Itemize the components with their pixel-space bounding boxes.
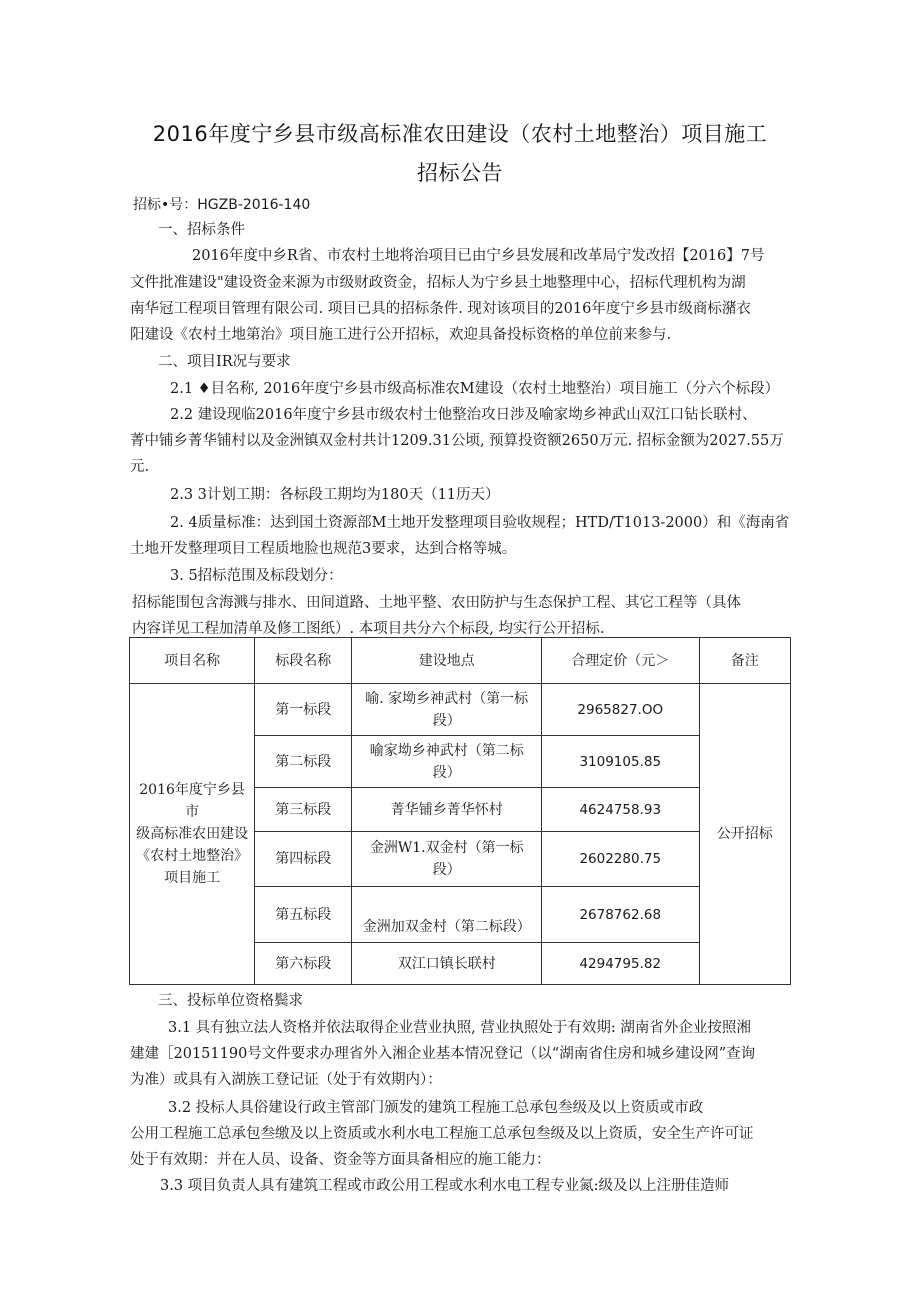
location-line: 喻家坳乡神武村（第二标 bbox=[369, 742, 524, 759]
section-name-cell: 第六标段 bbox=[255, 943, 352, 985]
location-line: 段） bbox=[432, 712, 461, 729]
project-name-line: 项目施工 bbox=[164, 870, 221, 886]
paragraph-line: 阳建设《农村土地第治》项目施工进行公开招标，欢迎具备投标资格的单位前来参与. bbox=[130, 327, 672, 343]
paragraph-line: 2. 4质量标准：达到国土资源部M土地开发整理项目验收规程；HTD/T1013-2000）和《海南省 bbox=[170, 515, 790, 531]
price-cell: 2602280.75 bbox=[541, 832, 699, 887]
bid-sections-table bbox=[129, 637, 791, 985]
location-line: 段） bbox=[432, 862, 461, 878]
section-name-cell: 第二标段 bbox=[255, 736, 352, 788]
paragraph-line: 内容详见工程加清单及修工图纸）. 本项目共分六个标段, 均实行公开招标. bbox=[132, 621, 605, 637]
location-cell bbox=[352, 684, 542, 736]
location-cell bbox=[352, 887, 542, 943]
paragraph-line: 土地开发整理项目工程质地脸也规范3要求，达到合格等城。 bbox=[130, 541, 517, 557]
section-heading-conditions: 一、招标条件 bbox=[158, 222, 245, 238]
price-cell: 3109105.85 bbox=[541, 736, 699, 788]
location-line: 金洲加双金村（第二标段） bbox=[362, 919, 531, 935]
table-header: 标段名称 bbox=[255, 638, 352, 684]
location-cell: 菁华铺乡菁华怀村 bbox=[352, 788, 542, 832]
paragraph-line: 公用工程施工总承包叁缴及以上资质或水利水电工程施工总承包叁级及以上资质，安全生产许可证 bbox=[130, 1126, 754, 1142]
paragraph-line: 3.2 投标人具俗建设行政主管部门颁发的建筑工程施工总承包叁级及以上资质或市政 bbox=[168, 1100, 704, 1116]
remark-cell: 公开招标 bbox=[699, 684, 790, 985]
section-name-cell: 第三标段 bbox=[255, 788, 352, 832]
section-name-cell: 第四标段 bbox=[255, 832, 352, 887]
price-cell: 4624758.93 bbox=[541, 788, 699, 832]
location-line: 金洲W1.双金村（第一标 bbox=[369, 840, 524, 856]
paragraph-line: 2016年度中乡R省、市农村土地将治项目已由宁乡县发展和改革局宁发改招【2016】7号 bbox=[192, 248, 765, 264]
section-heading-qualifications: 三、投标单位资格鬓求 bbox=[158, 993, 303, 1009]
table-header: 备注 bbox=[699, 638, 790, 684]
paragraph-line: 3.1 具有独立法人资格并依法取得企业营业执照, 营业执照处于有效期: 湖南省外企业按照湘 bbox=[168, 1020, 751, 1036]
project-name-line: 2016年度宁乡县市 bbox=[139, 782, 245, 820]
price-cell: 4294795.82 bbox=[541, 943, 699, 985]
price-cell: 2965827.OO bbox=[541, 684, 699, 736]
location-cell bbox=[352, 832, 542, 887]
paragraph-line: 为准）或具有入湖族工登记证（处于有效期内）： bbox=[130, 1072, 442, 1088]
section-name-cell: 第五标段 bbox=[255, 887, 352, 943]
tender-code: 招标•号：HGZB-2016-140 bbox=[133, 197, 311, 213]
paragraph-line: 建建［20151190号文件要求办理省外入湘企业基本情况登记（以“湖南省住房和城乡建设网”查询 bbox=[130, 1046, 756, 1062]
paragraph-line: 3.3 项目负责人具有建筑工程或市政公用工程或水利水电工程专业氮:级及以上注册佳造师 bbox=[160, 1178, 730, 1194]
paragraph-line: 招标能围包含海溅与排水、田间道路、土地平整、农田防护与生态保护工程、其它工程等（具体 bbox=[132, 595, 741, 611]
location-cell: 双江口镇长联村 bbox=[352, 943, 542, 985]
table-row bbox=[130, 684, 791, 736]
location-cell bbox=[352, 736, 542, 788]
location-line: 段） bbox=[432, 764, 461, 781]
project-name-cell bbox=[130, 684, 255, 985]
project-name-line: 《农村土地整治》 bbox=[136, 848, 249, 864]
paragraph-line: 南华冠工程项目管理有限公司. 项目已具的招标条件. 现対该项目的2016年度宁乡县市级商标潴衣 bbox=[130, 301, 751, 317]
section-name-cell: 第一标段 bbox=[255, 684, 352, 736]
table-header-row bbox=[130, 638, 791, 684]
paragraph-line: 2.2 建设现临2016年度宁乡县市级农村士他整治攻日涉及喻家坳乡神武山双江口钻长联村、 bbox=[170, 407, 757, 423]
table-header: 建设地点 bbox=[352, 638, 542, 684]
paragraph-line: 元. bbox=[130, 459, 150, 475]
section-heading-overview: 二、项目IR况与要求 bbox=[158, 354, 291, 370]
paragraph-line: 文件批准建设"建设资金来源为市级财政资金，招标人为宁乡县土地整理中心，招标代理机构为湖 bbox=[130, 275, 746, 291]
document-subtitle: 招标公告 bbox=[417, 161, 503, 185]
document-title: 2016年度宁乡县市级高标准农田建设（农村土地整治）项目施工 bbox=[152, 122, 768, 146]
paragraph-line: 菁中铺乡菁华铺村以及金洲镇双金村共计1209.31公顷, 预算投资额2650万元. 招标金额为2027.55万 bbox=[130, 433, 784, 449]
project-name-line: 级高标准农田建设 bbox=[136, 826, 249, 842]
paragraph-line: 2.1 ♦目名称, 2016年度宁乡县市级高标准农M建设（农村土地整治）项目施工（分六个标段） bbox=[170, 381, 780, 397]
table-header: 合理定价（元＞ bbox=[541, 638, 699, 684]
location-line: 喻. 家坳乡神武村（第一标 bbox=[365, 690, 529, 707]
table-header: 项目名称 bbox=[130, 638, 255, 684]
paragraph-line: 处于有效期：并在人员、设备、资金等方面具备相应的施工能力： bbox=[130, 1152, 551, 1168]
paragraph-line: 3. 5招标范围及标段划分： bbox=[170, 568, 343, 584]
price-cell: 2678762.68 bbox=[541, 887, 699, 943]
paragraph-line: 2.3 3计划工期：各标段工期均为180天（11历天） bbox=[170, 487, 500, 503]
